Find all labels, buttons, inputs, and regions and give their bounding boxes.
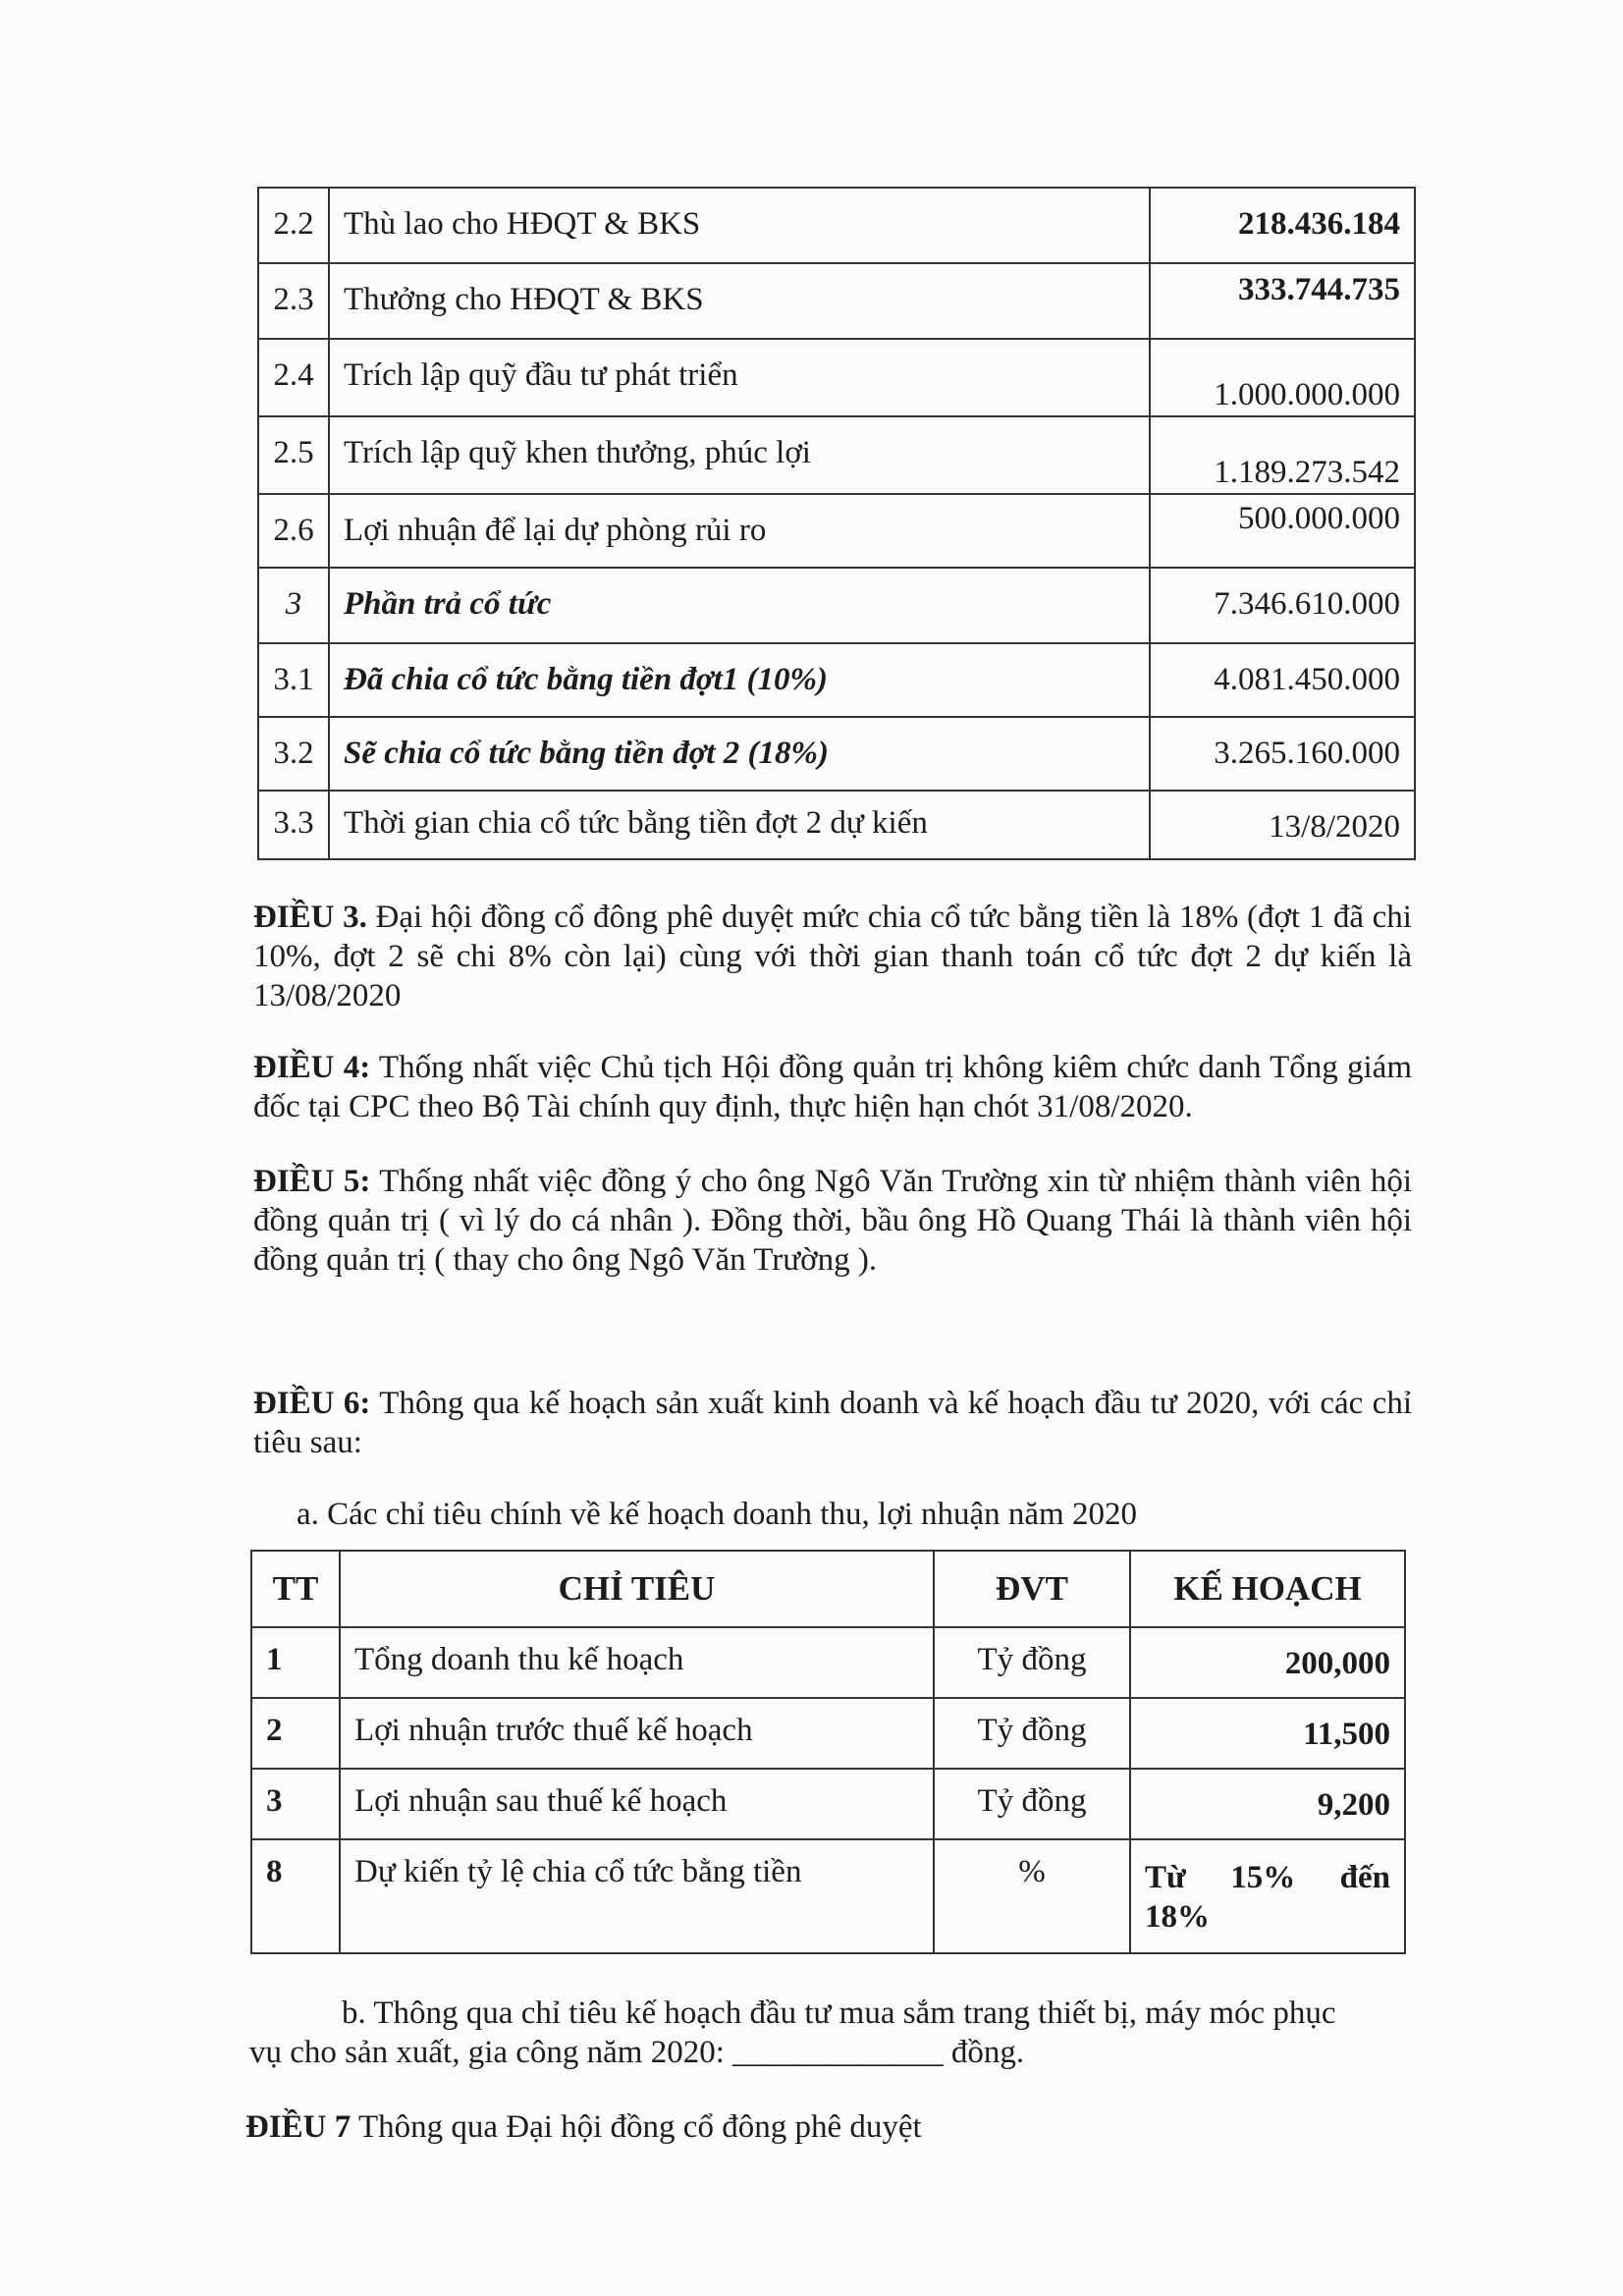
table-row [251, 1839, 1405, 1953]
table-row [258, 791, 1415, 859]
row-ke-hoach [1130, 1839, 1405, 1953]
table-row [251, 1627, 1405, 1698]
row-item: Thù lao cho HĐQT & BKS [329, 188, 1150, 263]
article-text: Thông qua kế hoạch sản xuất kinh doanh và kế hoạch đầu tư 2020, với các chỉ tiêu sau: [253, 1386, 1413, 1460]
table-row [258, 643, 1415, 717]
row-item: Thưởng cho HĐQT & BKS [329, 263, 1150, 339]
row-tt: 2 [251, 1698, 340, 1769]
row-value: 500.000.000 [1150, 494, 1415, 568]
row-number: 3 [258, 568, 329, 643]
table-row [258, 717, 1415, 791]
section-b-unit: đồng. [950, 2035, 1025, 2070]
row-number: 3.1 [258, 643, 329, 717]
row-value: 218.436.184 [1150, 188, 1415, 263]
section-b-text: vụ cho sản xuất, gia công năm 2020: [249, 2035, 725, 2070]
row-dvt: % [934, 1839, 1130, 1953]
article-text: Thông qua Đại hội đồng cổ đông phê duyệt [357, 2109, 922, 2145]
profit-distribution-table [257, 187, 1416, 860]
row-chi-tieu: Lợi nhuận sau thuế kế hoạch [340, 1769, 934, 1839]
article-5 [253, 1162, 1412, 1280]
row-ke-hoach: 9,200 [1130, 1769, 1405, 1839]
row-value: 4.081.450.000 [1150, 643, 1415, 717]
article-text: Thống nhất việc đồng ý cho ông Ngô Văn Trường xin từ nhiệm thành viên hội đồng quản trị ( vì lý do cá nhân ). Đồng thời, bầu ông Hồ Quang Thái là thành viên hội đồng quản trị ( thay cho ông Ngô Văn Trường ). [253, 1164, 1412, 1278]
section-a-heading: a. Các chỉ tiêu chính về kế hoạch doanh thu, lợi nhuận năm 2020 [297, 1497, 1137, 1532]
row-number: 2.3 [258, 263, 329, 339]
article-label: ĐIỀU 4: [253, 1050, 371, 1085]
row-item: Trích lập quỹ khen thưởng, phúc lợi [329, 416, 1150, 494]
row-item: Thời gian chia cổ tức bằng tiền đợt 2 dự kiến [329, 791, 1150, 859]
article-text: Thống nhất việc Chủ tịch Hội đồng quản trị không kiêm chức danh Tổng giám đốc tại CPC theo Bộ Tài chính quy định, thực hiện hạn chót 31/08/2020. [253, 1050, 1413, 1124]
section-b [249, 1994, 1408, 2072]
row-chi-tieu: Tổng doanh thu kế hoạch [340, 1627, 934, 1698]
row-ke-hoach: 11,500 [1130, 1698, 1405, 1769]
table-row [258, 188, 1415, 263]
row-number: 2.2 [258, 188, 329, 263]
row-chi-tieu: Lợi nhuận trước thuế kế hoạch [340, 1698, 934, 1769]
header-dvt: ĐVT [934, 1551, 1130, 1627]
row-chi-tieu: Dự kiến tỷ lệ chia cổ tức bằng tiền [340, 1839, 934, 1953]
table-row [258, 416, 1415, 494]
article-label: ĐIỀU 3. [253, 900, 367, 935]
row-number: 2.6 [258, 494, 329, 568]
table-row [258, 568, 1415, 643]
row-ke-hoach: 200,000 [1130, 1627, 1405, 1698]
header-chi-tieu: CHỈ TIÊU [340, 1551, 934, 1627]
row-value: 13/8/2020 [1150, 791, 1415, 859]
ke-hoach-line1: Từ 15% đến [1145, 1860, 1390, 1895]
header-tt: TT [251, 1551, 340, 1627]
row-dvt: Tỷ đồng [934, 1698, 1130, 1769]
article-label: ĐIỀU 7 [245, 2109, 352, 2145]
row-item: Đã chia cổ tức bằng tiền đợt1 (10%) [329, 643, 1150, 717]
section-b-line2 [249, 2033, 1408, 2072]
section-b-line1: b. Thông qua chỉ tiêu kế hoạch đầu tư mua sắm trang thiết bị, máy móc phục [342, 1995, 1336, 2031]
row-tt: 1 [251, 1627, 340, 1698]
header-ke-hoach: KẾ HOẠCH [1130, 1551, 1405, 1627]
business-plan-table [250, 1550, 1406, 1954]
table-row [258, 494, 1415, 568]
article-4 [253, 1048, 1412, 1126]
row-item: Sẽ chia cổ tức bằng tiền đợt 2 (18%) [329, 717, 1150, 791]
row-tt: 8 [251, 1839, 340, 1953]
article-7 [245, 2107, 1404, 2147]
row-value: 7.346.610.000 [1150, 568, 1415, 643]
article-text: Đại hội đồng cổ đông phê duyệt mức chia cổ tức bằng tiền là 18% (đợt 1 đã chi 10%, đợt 2 sẽ chi 8% còn lại) cùng với thời gian thanh toán cổ tức đợt 2 dự kiến là 13/08/2020 [253, 900, 1412, 1013]
table-row [251, 1769, 1405, 1839]
investment-amount-blank: _____________ [732, 2035, 944, 2070]
row-dvt: Tỷ đồng [934, 1769, 1130, 1839]
article-label: ĐIỀU 5: [253, 1164, 371, 1199]
table-row [258, 339, 1415, 416]
row-value: 333.744.735 [1150, 263, 1415, 339]
table-row [251, 1698, 1405, 1769]
row-item: Trích lập quỹ đầu tư phát triển [329, 339, 1150, 416]
row-item: Lợi nhuận để lại dự phòng rủi ro [329, 494, 1150, 568]
article-3 [253, 898, 1412, 1015]
row-number: 3.3 [258, 791, 329, 859]
article-label: ĐIỀU 6: [253, 1386, 371, 1421]
row-value: 3.265.160.000 [1150, 717, 1415, 791]
table-header-row [251, 1551, 1405, 1627]
row-number: 2.5 [258, 416, 329, 494]
row-number: 2.4 [258, 339, 329, 416]
article-6 [253, 1384, 1412, 1462]
ke-hoach-line2: 18% [1145, 1899, 1210, 1935]
row-value: 1.189.273.542 [1150, 416, 1415, 494]
row-dvt: Tỷ đồng [934, 1627, 1130, 1698]
row-value: 1.000.000.000 [1150, 339, 1415, 416]
row-item: Phần trả cổ tức [329, 568, 1150, 643]
row-number: 3.2 [258, 717, 329, 791]
table-row [258, 263, 1415, 339]
row-tt: 3 [251, 1769, 340, 1839]
